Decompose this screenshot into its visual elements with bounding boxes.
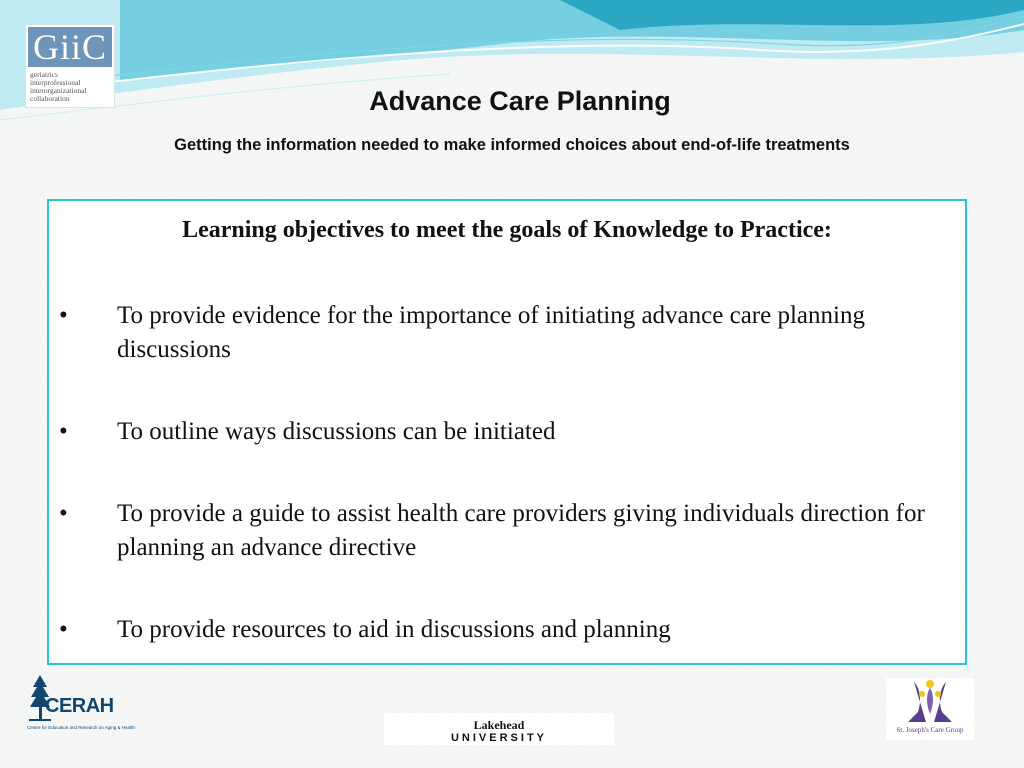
giic-line: collaboration: [30, 94, 70, 103]
giic-line: geriatrics: [30, 70, 58, 79]
lakehead-university: UNIVERSITY: [450, 732, 547, 744]
figures-icon: [900, 678, 960, 724]
bullet-icon: •: [59, 500, 68, 527]
objectives-box: [47, 199, 967, 665]
objective-item: [59, 415, 949, 449]
giic-mark: GiiC: [28, 27, 112, 67]
st-josephs-name: St. Joseph's Care Group: [896, 726, 964, 734]
objective-text: To provide evidence for the importance of initiating advance care planning discussions: [117, 302, 865, 363]
objective-item: [59, 613, 949, 647]
slide-title: Advance Care Planning: [369, 86, 671, 116]
bullet-icon: •: [59, 616, 68, 643]
cerah-wordmark: CERAH: [45, 695, 114, 717]
objective-text: To provide resources to aid in discussions and planning: [117, 616, 671, 643]
cerah-logo: [25, 673, 135, 739]
objective-text: To outline ways discussions can be initiated: [117, 418, 556, 445]
slide-subtitle: Getting the information needed to make informed choices about end-of-life treatments: [174, 136, 850, 154]
objectives-heading: Learning objectives to meet the goals of Knowledge to Practice:: [182, 217, 832, 243]
objective-text: To provide a guide to assist health care providers giving individuals direction for planning an advance directive: [117, 500, 925, 561]
cerah-tagline: Centre for Education and Research on Aging & Health: [27, 725, 135, 730]
lakehead-logo: [384, 713, 614, 745]
lakehead-name: Lakehead: [473, 718, 525, 732]
bullet-icon: •: [59, 302, 68, 329]
st-josephs-logo: [886, 678, 974, 740]
objective-item: [59, 299, 949, 367]
bullet-icon: •: [59, 418, 68, 445]
objective-item: [59, 497, 949, 565]
giic-line: interprofessional: [30, 78, 81, 87]
giic-line: interorganizational: [30, 86, 87, 95]
